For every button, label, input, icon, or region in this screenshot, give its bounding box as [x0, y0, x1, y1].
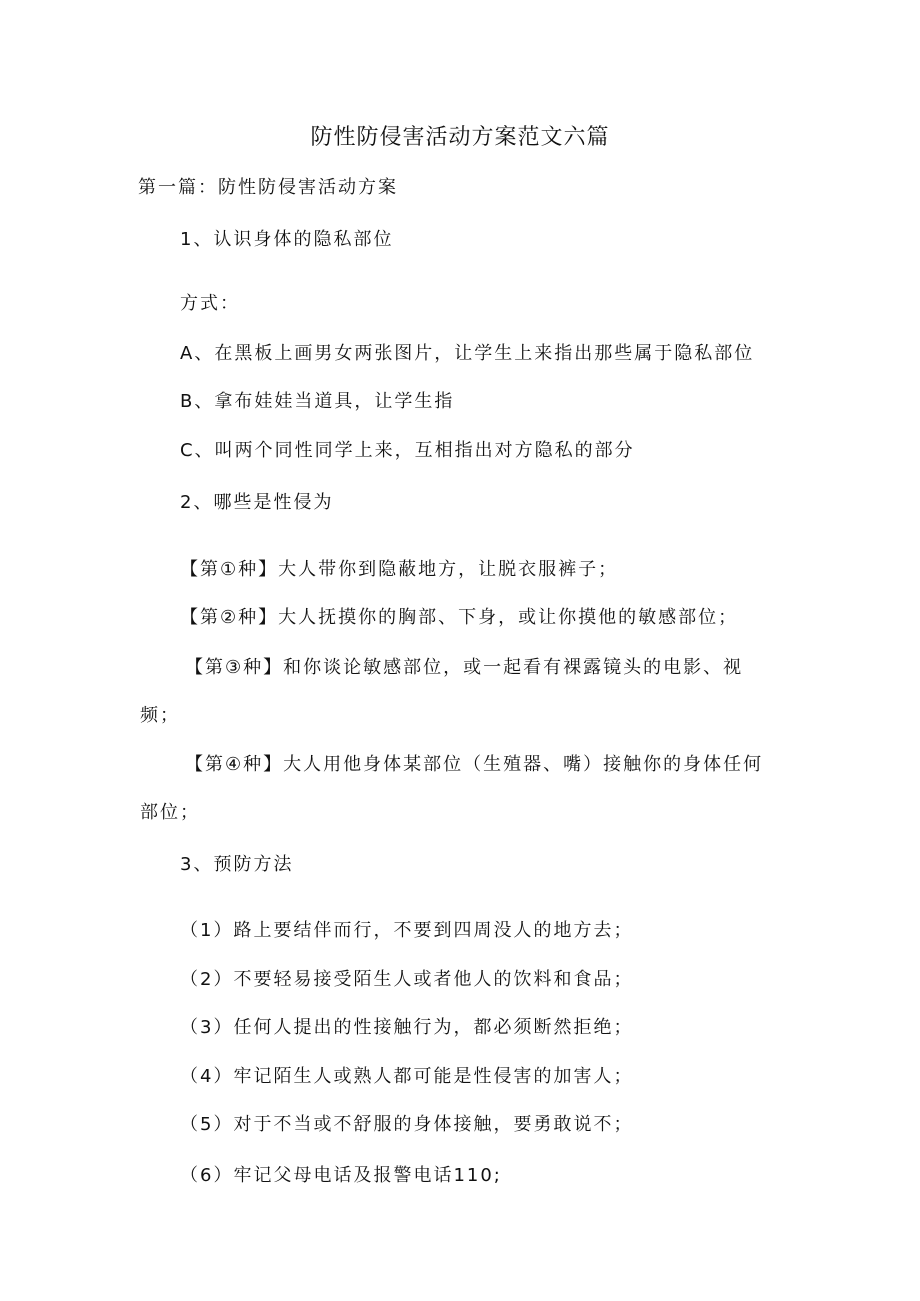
list-item: （5）对于不当或不舒服的身体接触，要勇敢说不；	[180, 1114, 634, 1135]
part-heading: 第一篇：防性防侵害活动方案	[138, 177, 398, 198]
list-item: （1）路上要结伴而行，不要到四周没人的地方去；	[180, 920, 634, 941]
section-3-heading: 3、预防方法	[180, 854, 294, 875]
list-item: 【第①种】大人带你到隐蔽地方，让脱衣服裤子；	[180, 559, 619, 580]
list-item: 【第③种】和你谈论敏感部位，或一起看有裸露镜头的电影、视频；	[140, 657, 744, 726]
list-item: B、拿布娃娃当道具，让学生指	[180, 391, 455, 412]
method-label: 方式：	[180, 293, 240, 314]
list-item: （4）牢记陌生人或熟人都可能是性侵害的加害人；	[180, 1066, 634, 1087]
list-item: 【第④种】大人用他身体某部位（生殖器、嘴）接触你的身体任何部位；	[140, 754, 764, 823]
section-1-heading: 1、认识身体的隐私部位	[180, 229, 394, 250]
list-item: （2）不要轻易接受陌生人或者他人的饮料和食品；	[180, 969, 634, 990]
document-title: 防性防侵害活动方案范文六篇	[310, 125, 610, 150]
list-item: （3）任何人提出的性接触行为，都必须断然拒绝；	[180, 1017, 634, 1038]
list-item: A、在黑板上画男女两张图片，让学生上来指出那些属于隐私部位	[180, 343, 755, 364]
section-2-heading: 2、哪些是性侵为	[180, 492, 334, 513]
list-item: 【第②种】大人抚摸你的胸部、下身，或让你摸他的敏感部位；	[180, 607, 739, 628]
list-item: （6）牢记父母电话及报警电话110;	[180, 1165, 502, 1186]
list-item: C、叫两个同性同学上来，互相指出对方隐私的部分	[180, 440, 635, 461]
